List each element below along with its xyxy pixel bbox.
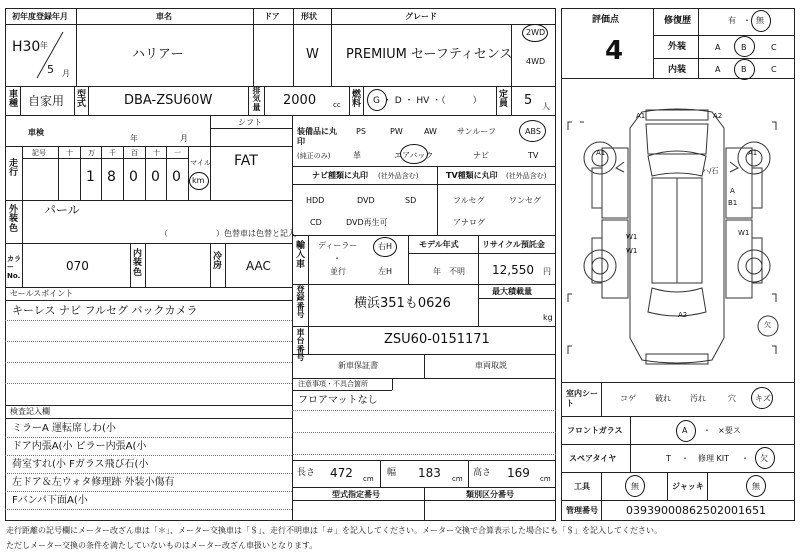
length-value: 472 bbox=[330, 466, 353, 480]
grade-value: PREMIUM セーフティセンス bbox=[346, 47, 513, 62]
tv-label: TV種類に丸印 bbox=[446, 171, 498, 180]
height-label: 高さ bbox=[473, 468, 492, 478]
length-unit: cm bbox=[363, 475, 374, 483]
type-no-label: 型式指定番号 bbox=[332, 490, 380, 499]
inspector-notes-label: 検査記入欄 bbox=[10, 407, 50, 416]
recycle-value: 12,550 bbox=[492, 263, 534, 277]
mile-label: マイル bbox=[190, 159, 211, 167]
repair-yes: 有 bbox=[728, 16, 736, 25]
displacement-value: 2000 bbox=[283, 93, 317, 108]
seat-burn: コゲ bbox=[620, 394, 636, 403]
equip-navi: ナビ bbox=[473, 151, 489, 160]
shaken-year: 年 bbox=[130, 134, 138, 143]
mileage-digit-3: 0 bbox=[129, 169, 138, 185]
navi-cd: CD bbox=[310, 218, 322, 227]
equip-ps: PS bbox=[356, 127, 366, 136]
car-name-label: 車名 bbox=[156, 12, 172, 21]
glass-replace: ×要ス bbox=[718, 426, 741, 435]
usage-value: 自家用 bbox=[28, 94, 65, 108]
equipment-sublabel: (純正のみ) bbox=[297, 152, 331, 160]
shape-label: 形状 bbox=[301, 12, 317, 21]
mark-w1-l2: W1 bbox=[626, 247, 638, 255]
glass-a: A bbox=[682, 426, 688, 435]
ac-label: 冷房 bbox=[212, 252, 222, 272]
equip-airbag: エアバック bbox=[394, 151, 434, 160]
spare-t: T bbox=[666, 454, 671, 463]
digit-header-4: 十 bbox=[153, 149, 160, 157]
mark-gi: ハ/石 bbox=[702, 167, 719, 175]
interior-a: A bbox=[715, 65, 721, 74]
tools-label: 工具 bbox=[574, 482, 590, 491]
km-label: km bbox=[192, 176, 205, 185]
score-label: 評価点 bbox=[592, 15, 620, 25]
jack-value: 無 bbox=[752, 482, 760, 491]
mark-a1-left: A1 bbox=[596, 149, 606, 157]
car-name: ハリアー bbox=[132, 47, 184, 62]
seat-scratch: キズ bbox=[755, 394, 771, 403]
mark-a1-front: A1 bbox=[636, 112, 646, 120]
shift-label: シフト bbox=[238, 118, 262, 127]
mark-w1-right: W1 bbox=[738, 229, 750, 237]
mark-a1-right: A1 bbox=[748, 149, 758, 157]
jack-label: ジャッキ bbox=[672, 482, 704, 491]
body-type-label: 車種 bbox=[8, 90, 18, 110]
model-year-label: モデル年式 bbox=[419, 240, 459, 249]
exterior-label: 外装 bbox=[668, 42, 687, 52]
tools-value: 無 bbox=[631, 482, 639, 491]
capacity-label: 定員 bbox=[498, 90, 508, 110]
spare-dot1: ・ bbox=[681, 454, 689, 463]
height-value: 169 bbox=[507, 466, 530, 480]
import-dot: ・ bbox=[333, 254, 341, 263]
color-change-note: （ ）色替車は色替と記入 bbox=[160, 229, 296, 238]
spare-missing: 欠 bbox=[760, 454, 768, 463]
color-no-value: 070 bbox=[66, 259, 89, 273]
capacity-value: 5 bbox=[524, 93, 533, 108]
capacity-unit: 人 bbox=[542, 102, 550, 111]
width-value: 183 bbox=[418, 466, 441, 480]
color-value: パール bbox=[44, 203, 80, 217]
color-label: 外装色 bbox=[8, 205, 18, 234]
shaken-month: 月 bbox=[180, 134, 188, 143]
inspector-note-line-2: 荷室すれ(小 Fガラス飛び石(小 bbox=[12, 459, 149, 470]
shaken-label: 車検 bbox=[28, 128, 44, 137]
seat-tear: 破れ bbox=[655, 394, 671, 403]
navi-dvd-play: DVD再生可 bbox=[346, 218, 388, 227]
model-year-value: 年 不明 bbox=[433, 267, 465, 276]
mark-w1-l1: W1 bbox=[626, 233, 638, 241]
mark-missing: 欠 bbox=[764, 321, 771, 329]
repair-label: 修復歴 bbox=[664, 16, 692, 26]
tv-analog: アナログ bbox=[453, 218, 485, 227]
length-label: 長さ bbox=[297, 468, 316, 478]
registration-number: 横浜351も0626 bbox=[354, 296, 451, 311]
manual-label: 車両取説 bbox=[475, 361, 507, 370]
sales-points-text: キーレス ナビ フルセグ バックカメラ bbox=[12, 304, 198, 317]
digit-header-3: 百 bbox=[131, 149, 138, 157]
seat-hole: 穴 bbox=[728, 394, 736, 403]
equip-aw: AW bbox=[424, 127, 437, 136]
import-right-h: 右H bbox=[378, 242, 393, 251]
equipment-label: 装備品に丸印 bbox=[297, 127, 337, 146]
car-damage-diagram bbox=[562, 98, 794, 380]
color-no-label: カラーNo. bbox=[7, 255, 21, 280]
max-load-label: 最大積載量 bbox=[492, 287, 532, 296]
mark-a2-front: A2 bbox=[713, 112, 723, 120]
glass-label: フロントガラス bbox=[567, 426, 623, 435]
height-unit: cm bbox=[540, 475, 551, 483]
mgmt-number: 0393900086250200165​1 bbox=[626, 504, 766, 517]
interior-color-label: 内装色 bbox=[132, 249, 142, 278]
digit-header-1: 万 bbox=[88, 149, 95, 157]
notes-text: フロアマットなし bbox=[298, 395, 378, 406]
class-no-label: 類別区分番号 bbox=[466, 490, 514, 499]
tv-oneseg: ワンセグ bbox=[509, 196, 541, 205]
digit-header-5: 一 bbox=[174, 149, 181, 157]
fuel-label: 燃料 bbox=[351, 90, 361, 110]
inspector-note-line-4: Fバンパ下面A(小 bbox=[12, 495, 88, 506]
fuel-options: G ・ D ・ HV ・（ ） bbox=[373, 96, 482, 106]
first-reg-label: 初年度登録年月 bbox=[12, 12, 68, 21]
mark-b1-right: B1 bbox=[728, 199, 738, 207]
mileage-digit-5: 0 bbox=[172, 169, 181, 185]
import-label: 輸入車 bbox=[295, 241, 305, 270]
repair-sep: ・ bbox=[743, 16, 751, 25]
score-value: 4 bbox=[605, 36, 624, 66]
model-label: 型式 bbox=[76, 90, 86, 110]
new-warranty-label: 新車保証書 bbox=[338, 361, 378, 370]
mileage-label: 走行 bbox=[8, 159, 18, 179]
month-unit: 月 bbox=[62, 69, 70, 78]
interior-c: C bbox=[771, 65, 777, 74]
width-unit: cm bbox=[452, 475, 463, 483]
registration-label: 登録番号 bbox=[296, 285, 305, 320]
navi-sub: (社外品含む) bbox=[378, 172, 419, 180]
inspector-note-line-1: ドア内張A(小 ピラー内張A(小 bbox=[12, 441, 147, 452]
spare-label: スペアタイヤ bbox=[569, 454, 617, 463]
mark-a-right: A bbox=[730, 187, 735, 195]
mileage-mark-label: 記号 bbox=[32, 149, 46, 157]
first-reg-year: H30 bbox=[12, 39, 41, 55]
navi-label: ナビ種類に丸印 bbox=[312, 171, 368, 180]
recycle-label: リサイクル預託金 bbox=[482, 240, 545, 249]
interior-label: 内装 bbox=[668, 65, 687, 75]
equip-abs: ABS bbox=[525, 127, 541, 136]
mgmt-label: 管理番号 bbox=[566, 506, 598, 515]
repair-none: 無 bbox=[756, 16, 764, 25]
door-value: W bbox=[306, 47, 319, 62]
exterior-b: B bbox=[741, 43, 747, 52]
tv-sub: (社外品含む) bbox=[506, 172, 547, 180]
mileage-digit-1: 1 bbox=[86, 169, 95, 185]
inspector-note-line-0: ミラーA 運転席しわ(小 bbox=[12, 423, 116, 434]
door-label: ドア bbox=[264, 12, 280, 21]
first-reg-month: 5 bbox=[47, 63, 54, 76]
drive-4wd: 4WD bbox=[526, 57, 546, 66]
navi-hdd: HDD bbox=[306, 196, 325, 205]
glass-dot: ・ bbox=[703, 426, 711, 435]
year-unit: 年 bbox=[40, 41, 48, 50]
sales-points-label: セールスポイント bbox=[10, 289, 74, 298]
seat-label: 室内シート bbox=[566, 389, 598, 409]
exterior-c: C bbox=[771, 43, 777, 52]
grade-label: グレード bbox=[405, 12, 437, 21]
displacement-label: 排気量 bbox=[252, 86, 261, 112]
cc-unit: cc bbox=[333, 101, 341, 109]
digit-header-0: 十 bbox=[66, 149, 73, 157]
footer-line-2: ただしメーター交換の条件を満たしていないものはメーター改ざん車扱いとなります。 bbox=[6, 541, 318, 550]
equip-leather: 革 bbox=[353, 151, 361, 160]
exterior-a: A bbox=[715, 43, 721, 52]
yen-unit: 円 bbox=[543, 267, 551, 276]
model-value: DBA-ZSU60W bbox=[124, 93, 213, 108]
inspector-note-line-3: 左ドア＆左ウォタ修理跡 外装小傷有 bbox=[12, 477, 175, 488]
digit-header-2: 千 bbox=[109, 149, 116, 157]
equip-pw: PW bbox=[390, 127, 403, 136]
tv-fullseg: フルセグ bbox=[453, 196, 485, 205]
equip-sunroof: サンルーフ bbox=[457, 127, 496, 136]
ac-value: AAC bbox=[246, 259, 271, 273]
chassis-number: ZSU60-0151171 bbox=[384, 332, 490, 347]
spare-dot2: ・ bbox=[741, 454, 749, 463]
mileage-digit-4: 0 bbox=[151, 169, 160, 185]
import-dealer: ディーラー bbox=[318, 241, 358, 250]
seat-dirt: 汚れ bbox=[690, 394, 706, 403]
chassis-label: 車台番号 bbox=[296, 328, 305, 363]
drive-2wd: 2WD bbox=[526, 28, 546, 37]
import-left-h: 左H bbox=[378, 267, 393, 276]
kg-unit: kg bbox=[543, 313, 553, 322]
equip-tv: TV bbox=[528, 151, 539, 160]
mark-a2-rear: A2 bbox=[678, 311, 688, 319]
mileage-digit-2: 8 bbox=[107, 169, 116, 185]
notes-label: 注意事項・不具合箇所 bbox=[298, 380, 368, 388]
spare-kit: 修理 KIT bbox=[698, 454, 730, 463]
footer-line-1: 走行距離の記号欄にメーター改ざん車は「＊」、メーター交換車は「＄」、走行不明車は「＃」を記入してください。メーター交換で合算表示した場合にも「＄」を記入してください。 bbox=[6, 526, 662, 535]
navi-dvd: DVD bbox=[357, 196, 375, 205]
navi-sd: SD bbox=[405, 196, 417, 205]
interior-b: B bbox=[741, 65, 747, 74]
shift-value: FAT bbox=[234, 153, 258, 169]
import-parallel: 並行 bbox=[330, 267, 346, 276]
width-label: 幅 bbox=[387, 468, 397, 478]
